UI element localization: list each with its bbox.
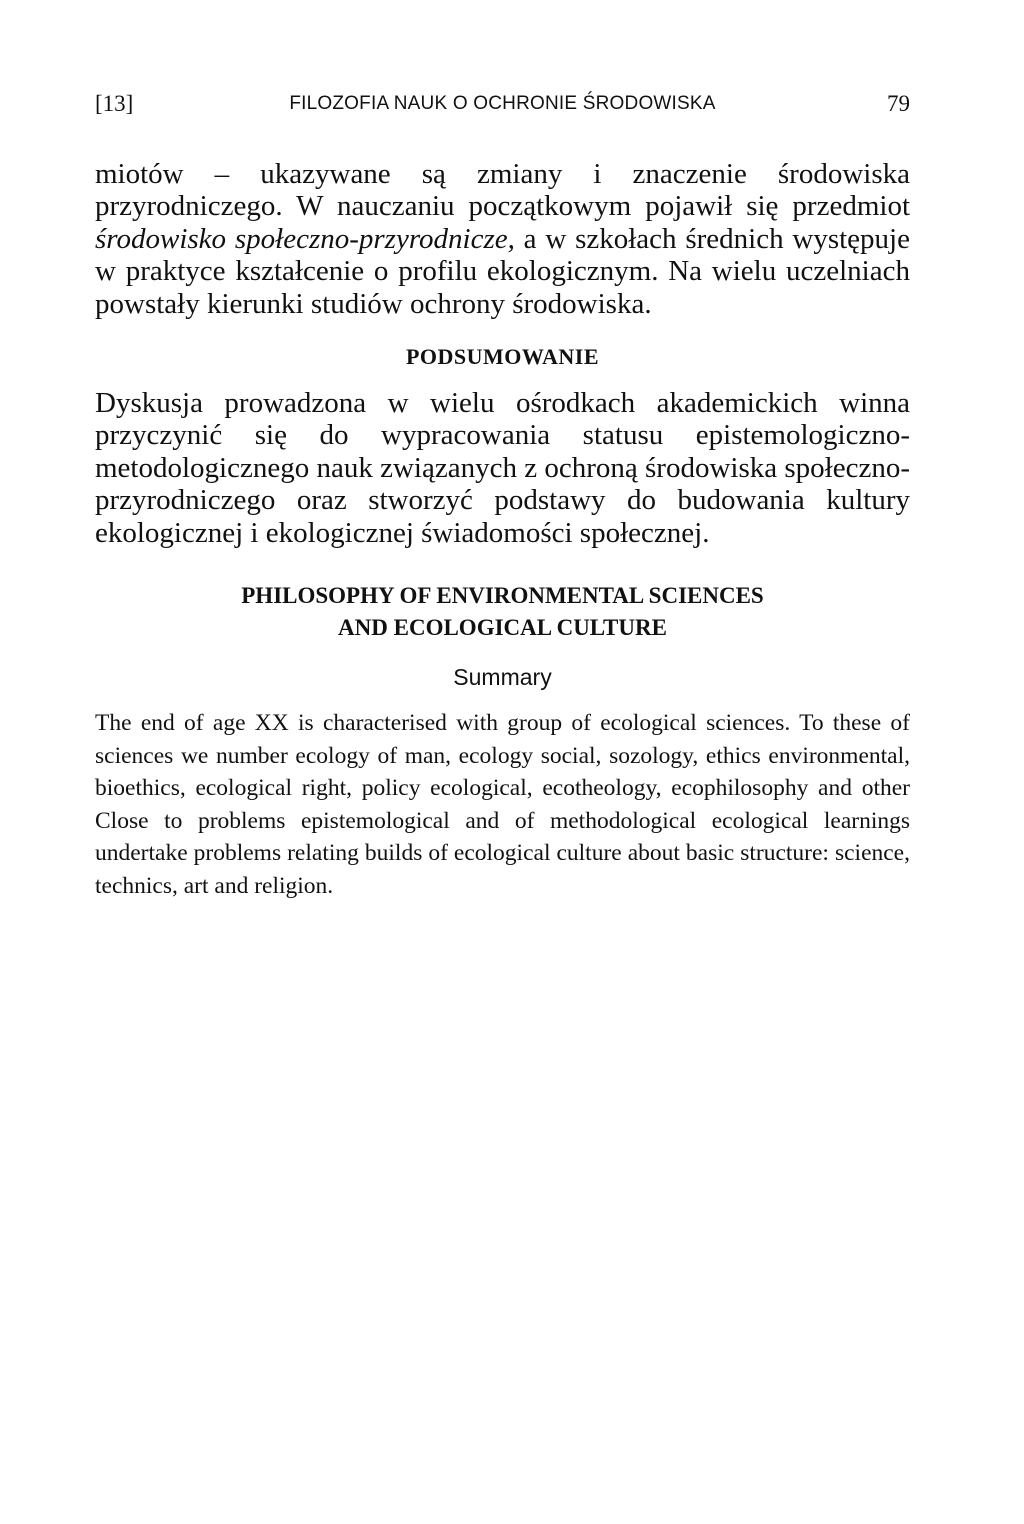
- english-title-line2: AND ECOLOGICAL CULTURE: [338, 615, 667, 640]
- summary-paragraph-pl: Dyskusja prowadzona w wielu ośrodkach akademickich winna przyczynić się do wypracowania statusu epistemologiczno-metodologicznego nauk związanych z ochroną środowiska społeczno-przyrodniczego oraz stworzyć podstawy do budowania kultury ekologicznej i ekologicznej świadomości społecznej.: [95, 387, 910, 549]
- english-title-line1: PHILOSOPHY OF ENVIRONMENTAL SCIENCES: [241, 583, 764, 608]
- english-title: [95, 580, 910, 644]
- page-number: 79: [887, 91, 910, 116]
- section-number: [13]: [95, 91, 134, 116]
- paragraph-tail: a w szkołach średnich występuje w praktyce kształcenie o profilu ekologicznym. Na wielu uczelniach powstały kierunki studiów ochrony środowiska.: [95, 222, 910, 320]
- running-head: [95, 88, 910, 120]
- summary-text-en: The end of age XX is characterised with group of ecological sciences. To these of sciences we number ecology of man, ecology social, sozology, ethics environmental, bioethics, ecological right, policy ecological, ecotheology, ecophilosophy and other Close to problems epistemological and of methodological ecological learnings undertake problems relating builds of ecological culture about basic structure: science, technics, art and religion.: [95, 710, 910, 899]
- section-heading: PODSUMOWANIE: [405, 344, 599, 369]
- running-title: FILOZOFIA NAUK O OCHRONIE ŚRODOWISKA: [289, 93, 716, 114]
- paragraph-continuation: [95, 158, 910, 320]
- paragraph-lead: miotów – ukazywane są zmiany i znaczenie środowiska przyrodniczego. W nauczaniu początkowym pojawił się przedmiot: [95, 158, 910, 223]
- italic-term: środowisko społeczno-przyrodnicze,: [95, 222, 515, 255]
- summary-label: Summary: [453, 664, 552, 690]
